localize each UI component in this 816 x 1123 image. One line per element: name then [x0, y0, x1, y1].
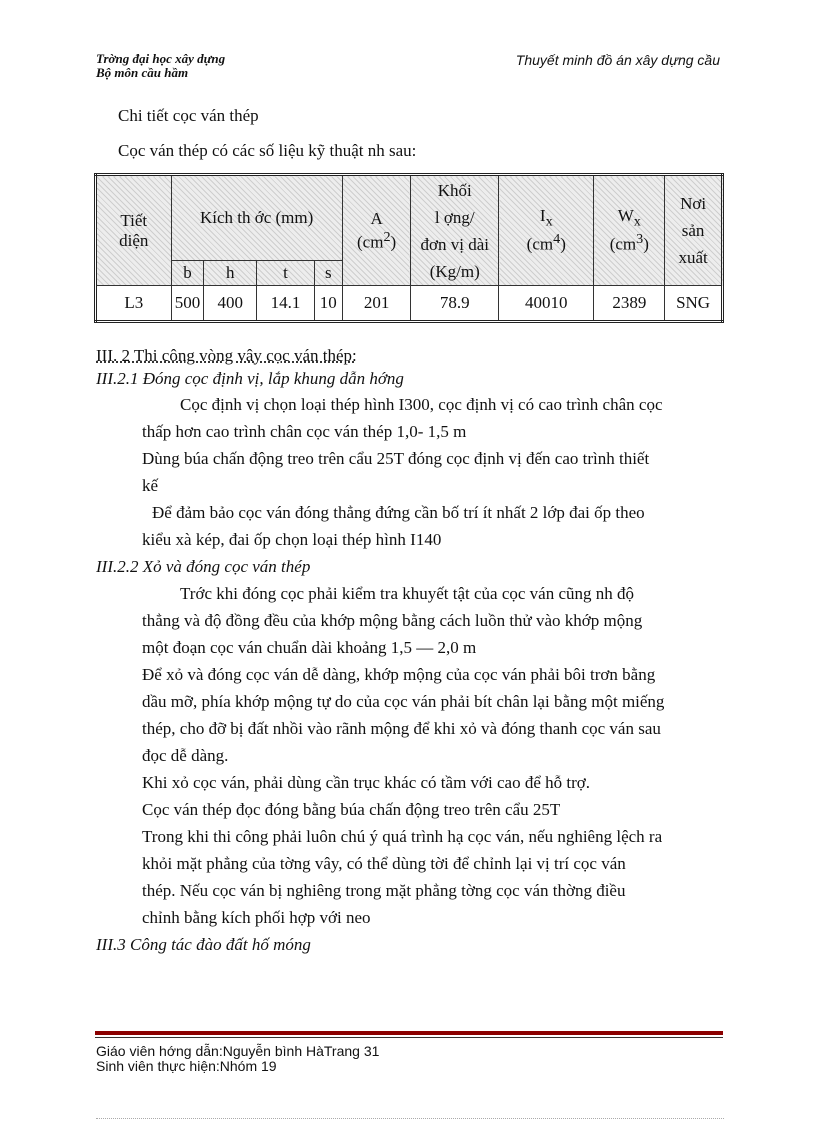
cell-h: 400 — [204, 286, 257, 322]
subheader-s: s — [314, 261, 342, 286]
paragraph-line: kiểu xà kép, đai ốp chọn loại thép hình I140 — [142, 530, 442, 549]
sheet-pile-spec-table — [94, 173, 724, 323]
paragraph-line: Để đảm bảo cọc ván đóng thẳng đứng cần bố trí ít nhất 2 lớp đai ốp theo — [152, 503, 645, 522]
paragraph-line: dầu mỡ, phía khớp mộng tự do của cọc ván phải bít chân lại bằng một miếng — [142, 692, 665, 711]
header-kich-thuoc: Kích th ớc (mm) — [171, 175, 342, 261]
section-title: III. 2 Thi công vòng vây cọc ván thép: — [96, 346, 357, 365]
paragraph-line: thấp hơn cao trình chân cọc ván thép 1,0- 1,5 m — [142, 422, 467, 441]
header-area: A $(cm^2)$ — [342, 175, 411, 286]
paragraph-line: Để xỏ và đóng cọc ván dễ dàng, khớp mộng của cọc ván phải bôi trơn bằng — [142, 665, 656, 684]
intro-line-2: Cọc ván thép có các số liệu kỹ thuật nh sau: — [118, 141, 417, 160]
paragraph-line: Trong khi thi công phải luôn chú ý quá trình hạ cọc ván, nếu nghiêng lệch ra — [142, 827, 663, 846]
paragraph-line: thép, cho đỡ bị đất nhồi vào rãnh mộng để khi xỏ và đóng thanh cọc ván sau — [142, 719, 661, 738]
cell-s: 10 — [314, 286, 342, 322]
subheader-b: b — [171, 261, 204, 286]
subheader-t: t — [257, 261, 315, 286]
footer-instructor: Giáo viên hớng dẫn:Nguyễn bình HàTrang 31 — [96, 1043, 380, 1059]
paragraph-line: khỏi mặt phẳng của tờng vây, có thể dùng tời để chỉnh lại vị trí cọc ván — [142, 854, 626, 873]
cell-tiet-dien: L3 — [96, 286, 172, 322]
paragraph-line: thẳng và độ đồng đều của khớp mộng bằng cách luồn thử vào khớp mộng — [142, 611, 643, 630]
cell-a: 201 — [342, 286, 411, 322]
table-row — [96, 286, 723, 322]
paragraph-line: một đoạn cọc ván chuẩn dài khoảng 1,5 — 2,0 m — [142, 638, 477, 657]
paragraph-line: chỉnh bằng kích phối hợp với neo — [142, 908, 371, 927]
footer-students: Sinh viên thực hiện:Nhóm 19 — [96, 1058, 277, 1074]
paragraph-line: Khi xỏ cọc ván, phải dùng cần trục khác có tầm với cao để hỗ trợ. — [142, 773, 591, 792]
cell-noi-san-xuat: SNG — [665, 286, 723, 322]
subsection-heading-3: III.3 Công tác đào đất hố móng — [96, 935, 311, 954]
cell-t: 14.1 — [257, 286, 315, 322]
paragraph-line: Cọc ván thép đọc đóng bằng búa chấn động treo trên cẩu 25T — [142, 800, 561, 819]
header-left — [96, 52, 225, 80]
page-bottom-divider — [96, 1118, 724, 1119]
paragraph-line: Cọc định vị chọn loại thép hình I300, cọc định vị có cao trình chân cọc — [180, 395, 663, 414]
paragraph-line: đọc dễ dàng. — [142, 746, 229, 765]
cell-khoi-luong: 78.9 — [411, 286, 499, 322]
footer-rule — [95, 1031, 723, 1035]
subsection-heading-1: III.2.1 Đóng cọc định vị, lắp khung dẫn hớng — [96, 369, 404, 388]
header-wx: $W_x$ $(cm^3)$ — [594, 175, 665, 286]
cell-b: 500 — [171, 286, 204, 322]
department-name: Bộ môn cầu hầm — [96, 65, 189, 80]
paragraph-line: Trớc khi đóng cọc phải kiểm tra khuyết tật của cọc ván cũng nh độ — [180, 584, 635, 603]
cell-wx: 2389 — [594, 286, 665, 322]
paragraph-line: thép. Nếu cọc ván bị nghiêng trong mặt phẳng tờng cọc ván thờng điều — [142, 881, 626, 900]
school-name: Trờng đại học xây dựng — [96, 51, 226, 66]
header-tiet-dien: Tiết diện — [96, 175, 172, 286]
cell-ix: 40010 — [499, 286, 594, 322]
subsection-heading-2: III.2.2 Xỏ và đóng cọc ván thép — [96, 557, 311, 576]
header-noi-san-xuat: Nơi sản xuất — [665, 175, 723, 286]
paragraph-line: Dùng búa chấn động treo trên cẩu 25T đóng cọc định vị đến cao trình thiết — [142, 449, 650, 468]
footer-rule-thin — [95, 1037, 723, 1038]
header-ix: $I_x$ $(cm^4)$ — [499, 175, 594, 286]
subheader-h: h — [204, 261, 257, 286]
paragraph-line: kế — [142, 476, 159, 495]
header-khoi-luong: Khối l ợng/ đơn vị dài (Kg/m) — [411, 175, 499, 286]
intro-line-1: Chi tiết cọc ván thép — [118, 106, 259, 125]
document-title: Thuyết minh đồ án xây dựng cầu — [515, 52, 720, 68]
